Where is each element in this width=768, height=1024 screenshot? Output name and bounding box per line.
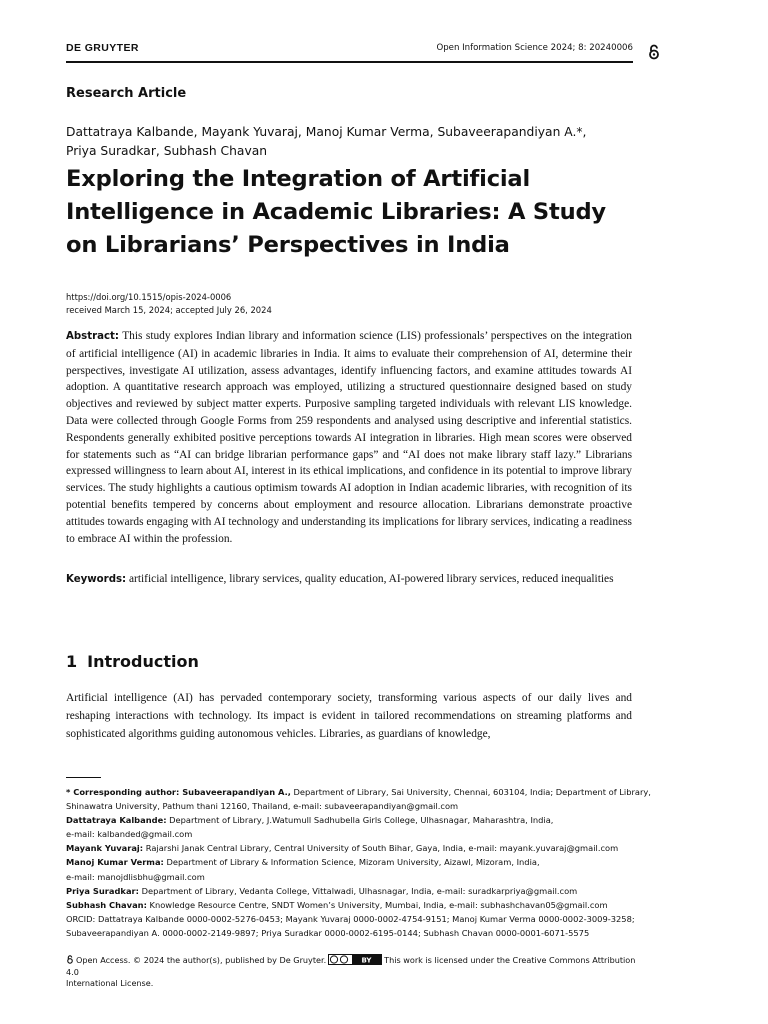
orcid-line: ORCID: Dattatraya Kalbande 0000-0002-5276-0453; Mayank Yuvaraj 0000-0002-4754-9151; Manoj Kumar Verma 0000-0002-3009-3258; — [66, 913, 635, 924]
footnote-label: * Corresponding author: Subaveerapandiyan A., — [66, 787, 291, 797]
orcid-line: Subaveerapandiyan A. 0000-0002-2149-9897; Priya Suradkar 0000-0002-6195-0144; Subhash Chavan 0000-0001-6071-5575 — [66, 927, 590, 938]
footnote-text: Department of Library, Sai University, Chennai, 603104, India; Department of Library, — [293, 787, 651, 797]
footnote-text: Department of Library, J.Watumull Sadhubella Girls College, Ulhasnagar, Maharashtra, India, — [169, 815, 554, 826]
article-title — [66, 163, 646, 262]
author-list — [66, 123, 666, 161]
footnote-rule — [66, 777, 101, 778]
introduction-paragraph: Artificial intelligence (AI) has pervaded contemporary society, transforming various aspects of our daily lives and reshaping interactions with technology. Its impact is evident in tailored recommendations on streaming platforms and sophisticated algorithms guiding autonomous vehicles. Libraries, as guardians of knowledge, — [66, 692, 632, 740]
section-number: 1 — [66, 652, 78, 671]
keywords-label: Keywords: — [66, 574, 127, 585]
abstract-text: This study explores Indian library and information science (LIS) professionals’ perspectives on the integration of artificial intelligence (AI) in academic libraries in India. It aims to evaluate their comprehension of AI, determine their perspectives, investigate AI utilization, assess advantages, identify influencing factors, and examine attitudes towards AI adoption. A quantitative research approach was employed, utilizing a structured questionnaire designed based on study objectives and reviewed by subject matter experts. Purposive sampling targeted individuals with relevant LIS knowledge. Data were collected through Google Forms from 259 respondents and analysed using descriptive and inferential statistics. Respondents generally exhibited positive perceptions towards AI integration in libraries. High mean scores were observed for statements such as “AI can bridge librarian performance gaps” and “AI does not make library staff lazy.” Librarians expressed willingness to learn about AI, interest in its ethical implications, and confidence in its potential to improve library services. The study highlights a cautious optimism towards AI adoption in Indian academic libraries, with recognition of its potential benefits tempered by concerns about employment and resource allocation. Librarians demonstrate proactive attitudes towards engaging with AI technology and understanding its implications for library services, indicating a readiness to embrace AI within the profession. — [66, 330, 632, 545]
author-affiliations — [66, 785, 651, 940]
footnote-label: Mayank Yuvaraj: — [66, 843, 144, 854]
footnote-line — [66, 898, 636, 912]
open-access-icon — [66, 955, 74, 964]
footnote-line — [66, 855, 636, 869]
keywords-text: artificial intelligence, library services, quality education, AI-powered library services, reduced inequalities — [129, 573, 614, 585]
footnote-text: Department of Library & Information Science, Mizoram University, Aizawl, Mizoram, India, — [166, 857, 540, 868]
title-line: on Librarians’ Perspectives in India — [66, 232, 510, 258]
header-rule — [66, 61, 633, 63]
footnote-line: e-mail: kalbanded@gmail.com — [66, 829, 193, 840]
license-notice — [66, 954, 636, 990]
license-text: International License. — [66, 978, 154, 988]
license-text: This work is licensed under the Creative Commons Attribution 4.0 — [66, 955, 636, 977]
article-type: Research Article — [66, 86, 187, 101]
title-line: Exploring the Integration of Artificial — [66, 166, 531, 192]
footnote-text: Department of Library, Vedanta College, Vittalwadi, Ulhasnagar, India, e-mail: suradkarpriya@gmail.com — [141, 885, 578, 896]
footnote-line: Shinawatra University, Pathum thani 12160, Thailand, e-mail: subaveerapandiyan@gmail.com — [66, 801, 459, 812]
cc-by-label: BY — [361, 956, 372, 965]
cc-by-badge-icon[interactable] — [328, 954, 382, 965]
footnote-line — [66, 884, 636, 898]
submission-dates: received March 15, 2024; accepted July 26, 2024 — [66, 305, 272, 315]
authors-line: Priya Suradkar, Subhash Chavan — [66, 144, 268, 158]
section-heading — [66, 652, 199, 671]
footnote-line — [66, 813, 636, 827]
title-line: Intelligence in Academic Libraries: A Study — [66, 199, 606, 225]
abstract-label: Abstract: — [66, 331, 119, 342]
abstract — [66, 328, 632, 547]
footnote-line: e-mail: manojdlisbhu@gmail.com — [66, 871, 205, 882]
journal-citation: Open Information Science 2024; 8: 20240006 — [436, 43, 633, 53]
footnote-label: Subhash Chavan: — [66, 899, 147, 910]
doi-link[interactable]: https://doi.org/10.1515/opis-2024-0006 — [66, 292, 232, 302]
open-access-icon — [647, 44, 661, 60]
footnote-label: Dattatraya Kalbande: — [66, 815, 167, 826]
footnote-label: Priya Suradkar: — [66, 885, 139, 896]
footnote-text: Rajarshi Janak Central Library, Central University of South Bihar, Gaya, India, e-mail: mayank.yuvaraj@gmail.com — [145, 843, 619, 854]
footnote-line — [66, 841, 636, 855]
footnote-text: Knowledge Resource Centre, SNDT Women’s University, Mumbai, India, e-mail: subhashchavan05@gmail.com — [149, 899, 608, 910]
section-title: Introduction — [87, 652, 199, 671]
keywords — [66, 571, 632, 589]
license-text: Open Access. © 2024 the author(s), published by De Gruyter. — [76, 955, 327, 965]
footnote-label: Manoj Kumar Verma: — [66, 857, 164, 868]
running-header — [66, 42, 633, 56]
article-meta — [66, 291, 272, 317]
publisher-name: DE GRUYTER — [66, 42, 139, 54]
footnote-line — [66, 785, 651, 799]
authors-line: Dattatraya Kalbande, Mayank Yuvaraj, Manoj Kumar Verma, Subaveerapandiyan A.*, — [66, 125, 587, 139]
